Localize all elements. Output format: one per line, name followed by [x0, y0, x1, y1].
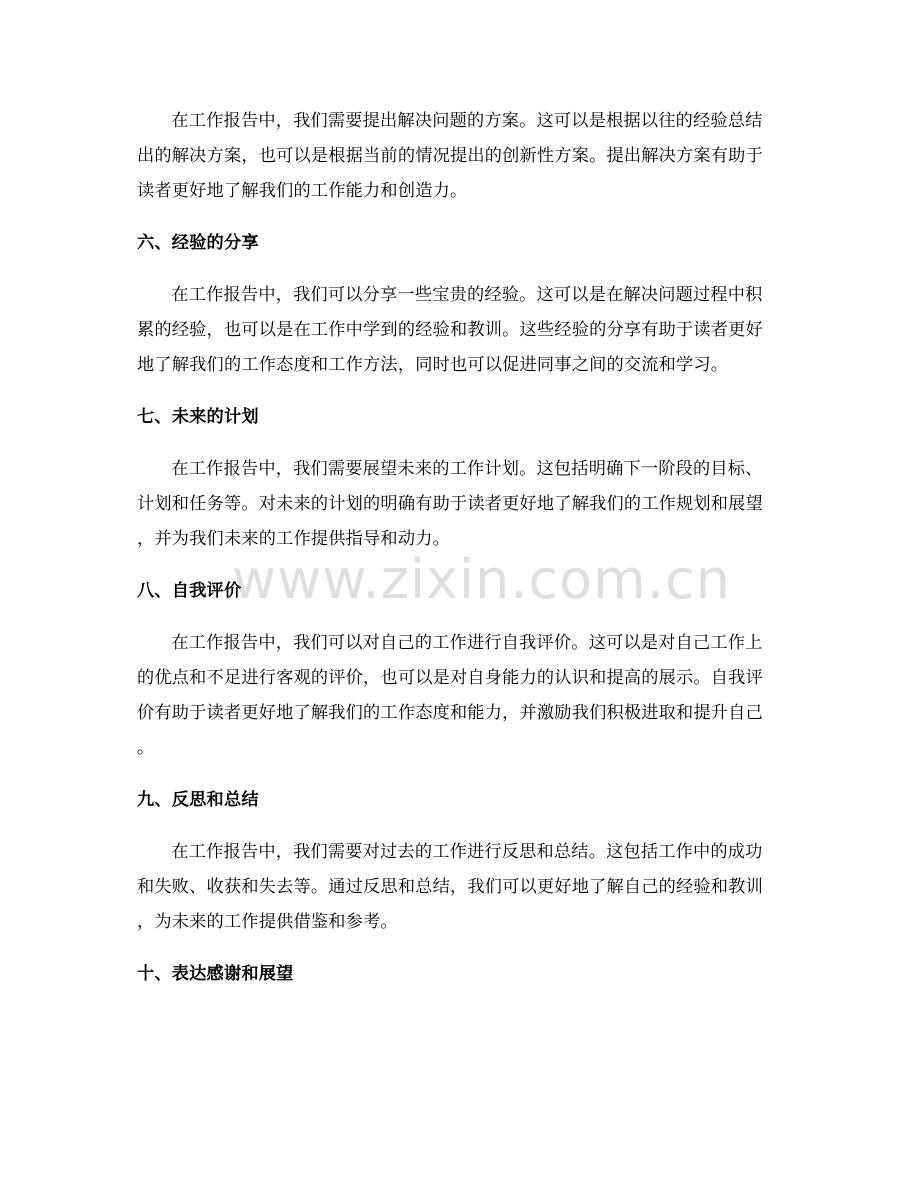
paragraph-line: 在工作报告中，我们需要展望未来的工作计划。这包括明确下一阶段的目标、 [171, 459, 763, 479]
paragraph-line: 累的经验，也可以是在工作中学到的经验和教训。这些经验的分享有助于读者更好 [137, 320, 763, 340]
paragraph-self-evaluation [137, 626, 785, 766]
paragraph-line: 地了解我们的工作态度和工作方法，同时也可以促进同事之间的交流和学习。 [137, 355, 729, 375]
paragraph-line: 出的解决方案，也可以是根据当前的情况提出的创新性方案。提出解决方案有助于 [137, 146, 763, 166]
document-body [137, 104, 785, 992]
watermark: www.zixin.com.cn [232, 548, 731, 611]
paragraph-line: ，并为我们未来的工作提供指导和动力。 [137, 529, 450, 549]
paragraph-solutions [137, 104, 785, 209]
paragraph-future-plan [137, 452, 785, 557]
section-heading-thanks-outlook: 十、表达感谢和展望 [137, 964, 294, 984]
paragraph-line: 。 [137, 738, 155, 758]
paragraph-line: 在工作报告中，我们需要提出解决问题的方案。这可以是根据以往的经验总结 [171, 111, 763, 131]
paragraph-line: 价有助于读者更好地了解我们的工作态度和能力，并激励我们积极进取和提升自己 [137, 703, 763, 723]
paragraph-line: ，为未来的工作提供借鉴和参考。 [137, 912, 398, 932]
paragraph-line: 计划和任务等。对未来的计划的明确有助于读者更好地了解我们的工作规划和展望 [137, 494, 763, 514]
section-heading-experience: 六、经验的分享 [137, 233, 259, 253]
paragraph-line: 的优点和不足进行客观的评价，也可以是对自身能力的认识和提高的展示。自我评 [137, 668, 763, 688]
paragraph-line: 读者更好地了解我们的工作能力和创造力。 [137, 181, 468, 201]
section-heading-self-evaluation: 八、自我评价 [137, 581, 242, 601]
section-heading-future-plan: 七、未来的计划 [137, 407, 259, 427]
paragraph-line: 在工作报告中，我们需要对过去的工作进行反思和总结。这包括工作中的成功 [171, 842, 763, 862]
paragraph-line: 和失败、收获和失去等。通过反思和总结，我们可以更好地了解自己的经验和教训 [137, 877, 763, 897]
paragraph-reflection [137, 835, 785, 940]
paragraph-line: 在工作报告中，我们可以分享一些宝贵的经验。这可以是在解决问题过程中积 [171, 285, 763, 305]
paragraph-experience [137, 278, 785, 383]
paragraph-line: 在工作报告中，我们可以对自己的工作进行自我评价。这可以是对自己工作上 [171, 633, 763, 653]
section-heading-reflection: 九、反思和总结 [137, 790, 259, 810]
